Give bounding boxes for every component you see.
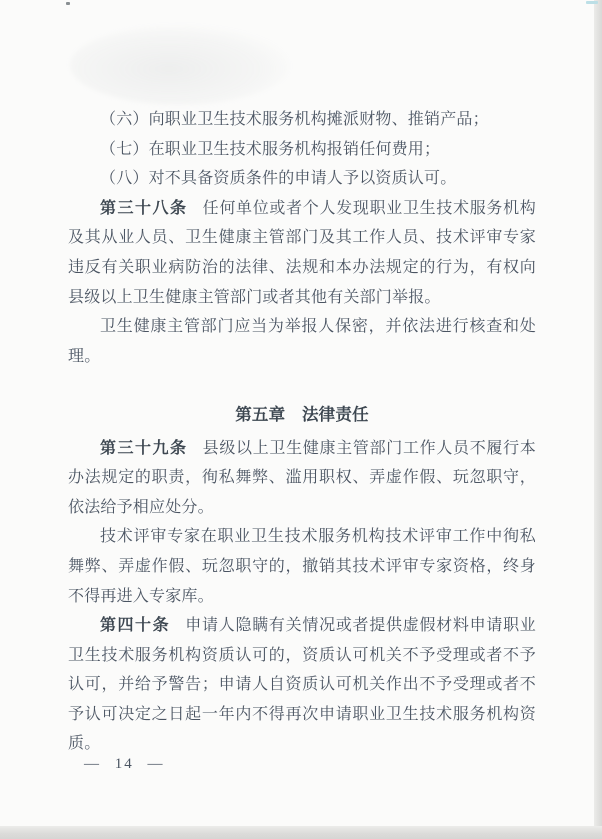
article-38-number: 第三十八条: [100, 199, 188, 217]
list-item-six: [68, 105, 536, 135]
article-39-text: 县级以上卫生健康主管部门工作人员不履行本办法规定的职责，徇私舞弊、滥用职权、弄虚作假、玩忽职守，依法给予相应处分。: [68, 439, 536, 516]
scan-edge-bottom: [0, 826, 602, 839]
article-40-paragraph-1: [68, 611, 536, 759]
list-item-eight-text: （八）对不具备资质条件的申请人予以资质认可。: [100, 170, 457, 188]
article-39-number: 第三十九条: [100, 439, 188, 457]
article-38-paragraph-2: [68, 312, 536, 371]
article-40-text: 申请人隐瞒有关情况或者提供虚假材料申请职业卫生技术服务机构资质认可的，资质认可机关不予受理或者不予认可，并给予警告；申请人自资质认可机关作出不予受理或者不予认可决定之日起一年内不得再次申请职业卫生技术服务机构资质。: [68, 617, 536, 753]
chapter-5-heading: 第五章 法律责任: [235, 405, 369, 424]
page-number: — 14 —: [84, 756, 165, 772]
article-39-paragraph-2: [68, 522, 536, 611]
article-38-text: 任何单位或者个人发现职业卫生技术服务机构及其从业人员、卫生健康主管部门及其工作人员、技术评审专家违反有关职业病防治的法律、法规和本办法规定的行为，有权向县级以上卫生健康主管部门或者其他有关部门举报。: [68, 199, 536, 306]
faint-stamp-artifact: [70, 25, 290, 105]
list-item-seven: [68, 135, 536, 165]
document-body: [68, 105, 536, 759]
list-item-eight: [68, 164, 536, 194]
article-39-paragraph-1: [68, 434, 536, 523]
article-38-paragraph-2-text: 卫生健康主管部门应当为举报人保密，并依法进行核查和处理。: [68, 318, 536, 365]
list-item-seven-text: （七）在职业卫生技术服务机构报销任何费用；: [100, 140, 441, 158]
list-item-six-text: （六）向职业卫生技术服务机构摊派财物、推销产品；: [100, 111, 489, 128]
article-38-paragraph-1: [68, 194, 536, 312]
scan-speck: [66, 2, 70, 5]
article-39-paragraph-2-text: 技术评审专家在职业卫生技术服务机构技术评审工作中徇私舞弊、弄虚作假、玩忽职守的，撤销其技术评审专家资格，终身不得再进入专家库。: [68, 528, 536, 605]
scan-edge-right: [594, 0, 602, 839]
article-40-number: 第四十条: [100, 617, 171, 635]
scan-artifact-top-right: [586, 1, 598, 4]
